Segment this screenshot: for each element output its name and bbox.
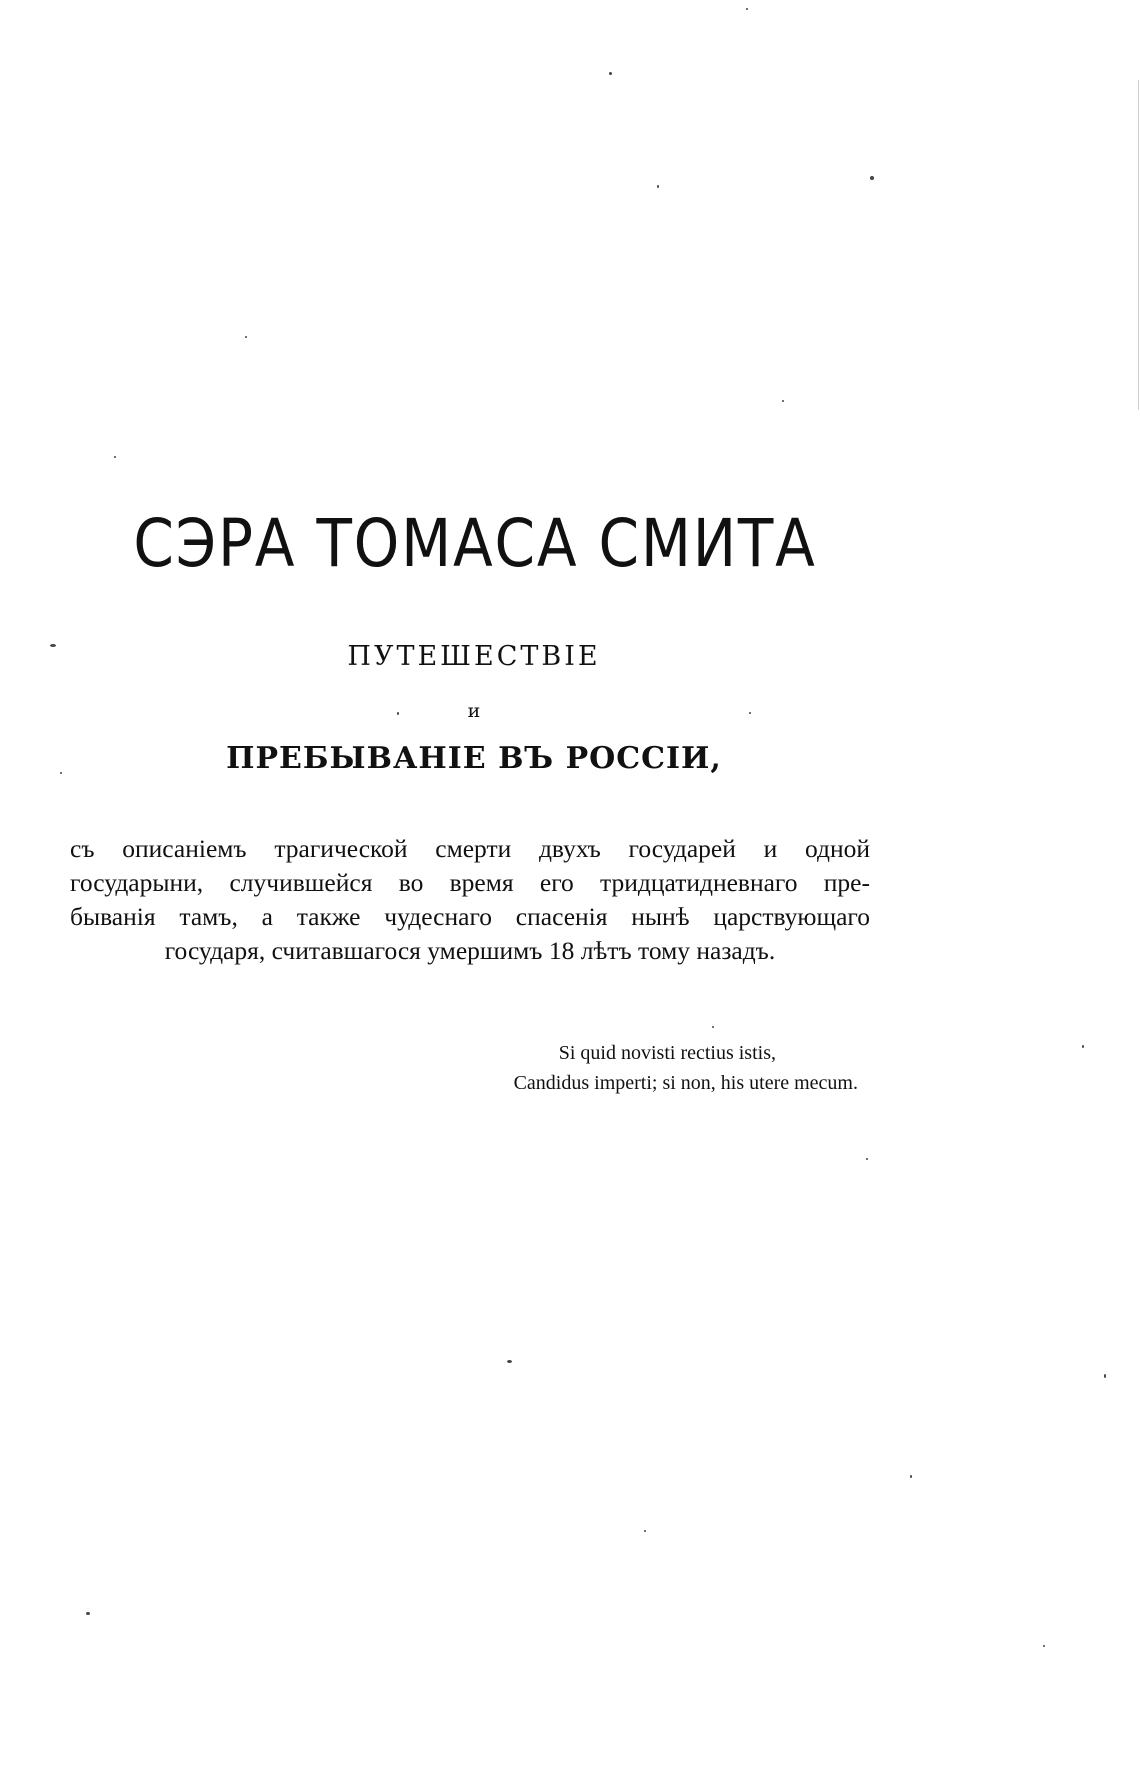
scan-speck: [245, 336, 247, 338]
description-line: государя, считавшагося умершимъ 18 лѣтъ тому назадъ.: [164, 936, 776, 965]
description-line: государыни, случившейся во время его тридцатидневнаго пре-: [70, 868, 870, 897]
epigraph-line: Candidus imperti; si non, his utere mecum.: [513, 1072, 858, 1094]
scan-speck: [60, 772, 62, 774]
description-line: быванія тамъ, а также чудеснаго спасенія нынѣ царствующаго: [70, 902, 870, 931]
page-edge-line: [1138, 80, 1139, 410]
description-line: съ описаніемъ трагической смерти двухъ государей и одной: [70, 834, 870, 863]
scan-speck: [86, 1612, 90, 1615]
scan-speck: [870, 176, 874, 180]
scan-speck: [657, 185, 659, 188]
scan-speck: [644, 1530, 646, 1532]
scan-speck: [910, 1475, 912, 1478]
scan-speck: [1082, 1045, 1084, 1048]
scan-speck: [114, 456, 116, 458]
scan-speck: [712, 1026, 714, 1028]
scan-speck: [507, 1360, 512, 1363]
book-title: СЭРА ТОМАСА СМИТА: [133, 505, 817, 582]
epigraph-line: Si quid novisti rectius istis,: [558, 1042, 776, 1064]
book-subtitle: ПУТЕШЕСТВІЕ: [347, 641, 601, 672]
scan-speck: [866, 1158, 868, 1160]
scan-speck: [749, 712, 751, 714]
scan-speck: [746, 8, 748, 10]
epigraph: [398, 1038, 858, 1098]
scan-speck: [397, 712, 399, 715]
scan-speck: [1043, 1645, 1045, 1647]
scan-speck: [1104, 1374, 1106, 1378]
description-block: [70, 832, 870, 968]
book-heading: ПРЕБЫВАНІЕ ВЪ РОССІИ,: [226, 741, 722, 776]
scan-speck: [609, 72, 612, 75]
conjunction: и: [467, 700, 481, 722]
scan-speck: [50, 644, 56, 647]
scan-speck: [782, 400, 784, 402]
